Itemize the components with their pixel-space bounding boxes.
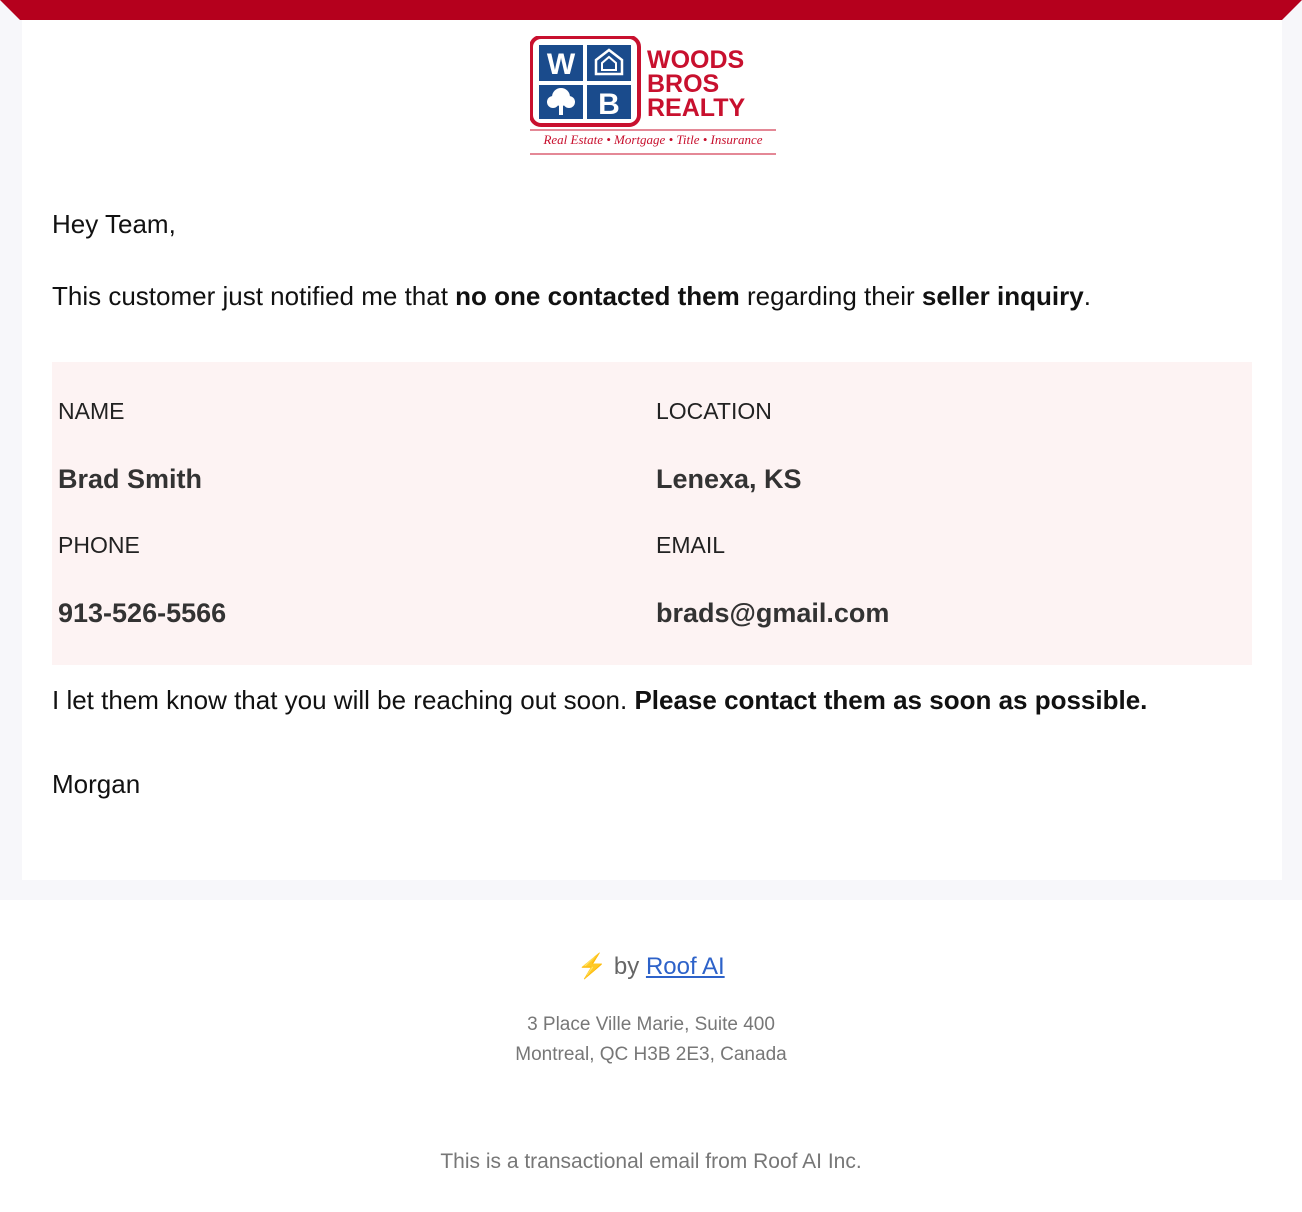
logo-word-woods: WOODS	[647, 46, 745, 74]
transactional-note: This is a transactional email from Roof AI Inc.	[440, 1150, 862, 1173]
by-text: by	[613, 953, 640, 980]
customer-email: brads@gmail.com	[656, 598, 890, 628]
customer-name: Brad Smith	[58, 464, 203, 494]
intro-text: This customer just notified me that	[52, 281, 456, 311]
location-label: LOCATION	[656, 398, 772, 424]
closing-paragraph	[52, 684, 1147, 716]
logo-letter-b: B	[598, 88, 620, 121]
customer-location: Lenexa, KS	[656, 464, 802, 494]
address-line-1: 3 Place Ville Marie, Suite 400	[527, 1014, 775, 1035]
customer-info-panel	[52, 362, 1252, 665]
top-brand-band	[0, 0, 1302, 20]
roof-ai-link[interactable]: Roof AI	[645, 953, 725, 980]
greeting: Hey Team,	[52, 209, 176, 239]
intro-paragraph	[52, 280, 1091, 312]
powered-by	[0, 952, 1302, 981]
email-card	[22, 20, 1282, 880]
customer-phone: 913-526-5566	[58, 598, 227, 628]
intro-emphasis-seller-inquiry: seller inquiry	[921, 281, 1084, 311]
woods-bros-realty-logo	[530, 36, 780, 160]
logo-letter-w: W	[546, 48, 576, 81]
closing-emphasis: Please contact them as soon as possible.	[634, 685, 1148, 715]
phone-label: PHONE	[58, 532, 140, 558]
intro-emphasis-no-contact: no one contacted them	[455, 281, 740, 311]
signature: Morgan	[52, 769, 141, 799]
intro-period: .	[1083, 281, 1091, 311]
email-label: EMAIL	[656, 532, 726, 558]
address-line-2: Montreal, QC H3B 2E3, Canada	[515, 1044, 787, 1065]
logo-word-bros: BROS	[647, 70, 720, 98]
logo-tagline: Real Estate • Mortgage • Title • Insurance	[543, 132, 763, 147]
logo-word-realty: REALTY	[647, 94, 746, 122]
closing-text: I let them know that you will be reaching out soon.	[52, 685, 635, 715]
name-label: NAME	[58, 398, 125, 424]
intro-text-2: regarding their	[739, 281, 922, 311]
lightning-bolt-icon: ⚡	[577, 953, 608, 980]
